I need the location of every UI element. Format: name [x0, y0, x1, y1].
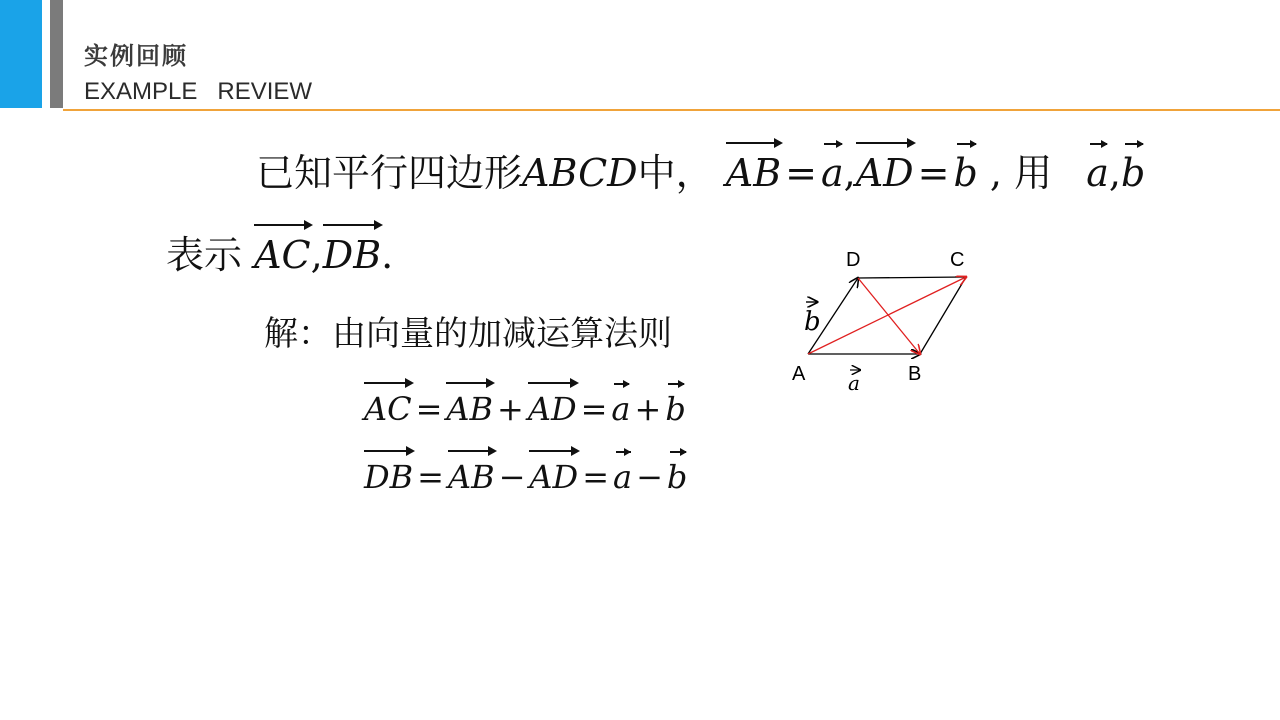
vector-db: DB: [323, 224, 381, 277]
vector-b: b: [1121, 143, 1145, 195]
operator: +: [497, 389, 524, 428]
operator: −: [636, 457, 663, 496]
vector-ab: AB: [446, 382, 493, 428]
vector-ac: AC: [254, 224, 311, 277]
problem-statement-line-2: 表示 AC,DB.: [166, 224, 393, 279]
operator: −: [498, 457, 526, 496]
vector-db: DB: [364, 450, 413, 496]
vector-a: a: [1086, 143, 1109, 195]
vector-ad: AD: [528, 382, 577, 428]
vector-a: a: [611, 383, 630, 427]
header-divider: [63, 109, 1280, 111]
section-subtitle: EXAMPLE REVIEW: [84, 78, 313, 105]
vector-ab: AB: [448, 450, 495, 496]
problem-middle: 中，: [637, 151, 714, 195]
problem-prefix: 已知平行四边形: [256, 151, 523, 195]
vertex-label-d: D: [846, 249, 861, 271]
vector-label-a: a: [848, 371, 860, 395]
vector-b: b: [667, 451, 687, 495]
vector-ad: AD: [529, 450, 578, 496]
edge-dc: [858, 277, 966, 278]
vector-ab: AB: [726, 142, 781, 195]
solution-intro: 解：由向量的加减运算法则: [264, 314, 672, 354]
vertex-label-b: B: [908, 363, 922, 385]
use-text: 用: [1014, 151, 1053, 195]
vector-ad: AD: [856, 142, 914, 195]
vector-b: b: [953, 143, 977, 195]
equation-db: DB = AB − AD = a − b: [364, 450, 687, 496]
vector-a: a: [613, 451, 632, 495]
shape-name: ABCD: [522, 151, 638, 195]
vertex-label-c: C: [950, 249, 965, 271]
accent-bar-blue: [0, 0, 42, 108]
operator: +: [634, 389, 662, 428]
vector-label-b: b: [804, 307, 821, 337]
vertex-label-a: A: [792, 363, 806, 385]
section-title: 实例回顾: [84, 42, 188, 70]
accent-bar-gray: [50, 0, 63, 108]
problem-statement-line-1: 已知平行四边形ABCD中， AB = a,AD = b , 用 a,b: [256, 142, 1145, 197]
vector-a: a: [821, 143, 844, 195]
parallelogram-diagram: [780, 240, 980, 400]
represent-text: 表示: [166, 233, 243, 277]
diagonal-db: [858, 278, 920, 354]
equation-ac: AC = AB + AD = a + b: [364, 382, 686, 428]
vector-ac: AC: [364, 382, 412, 428]
vector-b: b: [665, 383, 685, 427]
